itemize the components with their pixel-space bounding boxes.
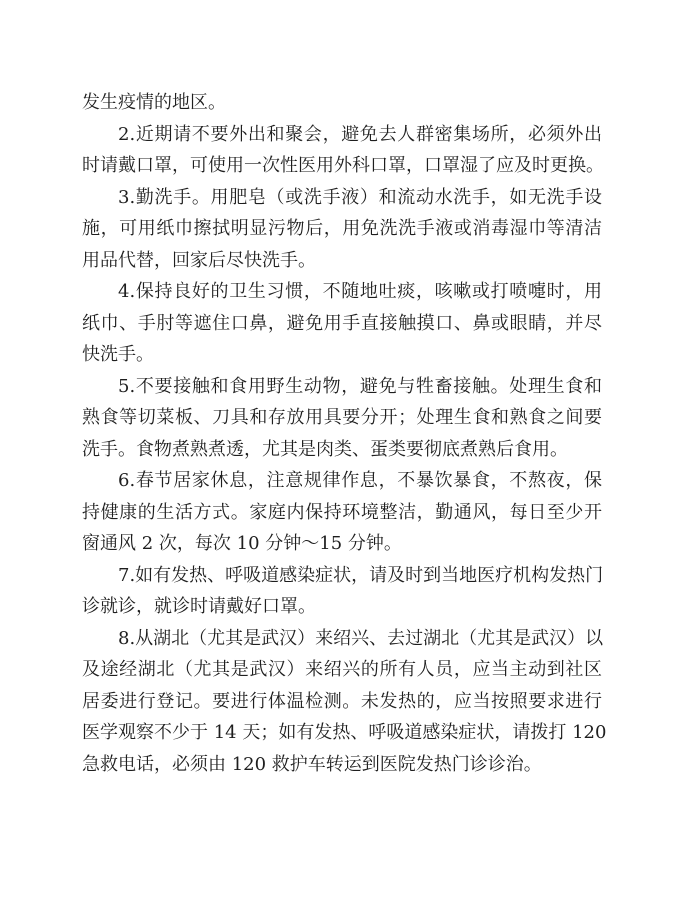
text-line: 发生疫情的地区。 [82, 92, 226, 113]
text-line: 洗手。食物煮熟煮透，尤其是肉类、蛋类要彻底煮熟后食用。 [82, 438, 568, 460]
text-line: 3.勤洗手。用肥皂（或洗手液）和流动水洗手，如无洗手设 [118, 186, 602, 208]
text-line: 施，可用纸巾擦拭明显污物后，用免洗洗手液或消毒湿巾等清洁 [82, 218, 602, 239]
text-line: 5.不要接触和食用野生动物，避免与牲畜接触。处理生食和 [118, 375, 602, 397]
paragraph-item-5 [82, 371, 602, 466]
text-line: 用品代替，回家后尽快洗手。 [82, 249, 316, 271]
text-line: 2.近期请不要外出和聚会，避免去人群密集场所，必须外出 [118, 123, 602, 145]
text-line: 8.从湖北（尤其是武汉）来绍兴、去过湖北（尤其是武汉）以 [118, 627, 604, 649]
paragraph-item-2 [82, 119, 602, 182]
paragraph-item-6 [82, 465, 602, 560]
paragraph-item-7 [82, 560, 602, 623]
paragraph-item-8 [82, 623, 607, 781]
text-line: 及途经湖北（尤其是武汉）来绍兴的所有人员，应当主动到社区 [82, 659, 602, 680]
text-line: 医学观察不少于 14 天；如有发热、呼吸道感染症状，请拨打 120 [82, 722, 607, 743]
text-line: 居委进行登记。要进行体温检测。未发热的，应当按照要求进行 [82, 690, 602, 712]
text-line: 时请戴口罩，可使用一次性医用外科口罩，口罩湿了应及时更换。 [82, 155, 604, 176]
text-line: 持健康的生活方式。家庭内保持环境整洁，勤通风，每日至少开 [82, 501, 602, 523]
text-line: 快洗手。 [82, 344, 154, 365]
text-line: 7.如有发热、呼吸道感染症状，请及时到当地医疗机构发热门 [118, 564, 604, 586]
text-line: 诊就诊，就诊时请戴好口罩。 [82, 596, 316, 617]
text-line: 熟食等切菜板、刀具和存放用具要分开；处理生食和熟食之间要 [82, 407, 602, 428]
text-line: 急救电话，必须由 120 救护车转运到医院发热门诊诊治。 [82, 753, 542, 775]
text-line: 窗通风 2 次，每次 10 分钟～15 分钟。 [82, 533, 402, 554]
paragraph-continuation [82, 87, 602, 119]
text-line: 纸巾、手肘等遮住口鼻，避免用手直接触摸口、鼻或眼睛，并尽 [82, 312, 602, 334]
paragraph-item-4 [82, 276, 602, 371]
paragraph-item-3 [82, 182, 602, 277]
text-line: 4.保持良好的卫生习惯，不随地吐痰，咳嗽或打喷嚏时，用 [118, 281, 602, 302]
text-line: 6.春节居家休息，注意规律作息，不暴饮暴食，不熬夜，保 [118, 470, 602, 491]
document-body [82, 87, 607, 780]
